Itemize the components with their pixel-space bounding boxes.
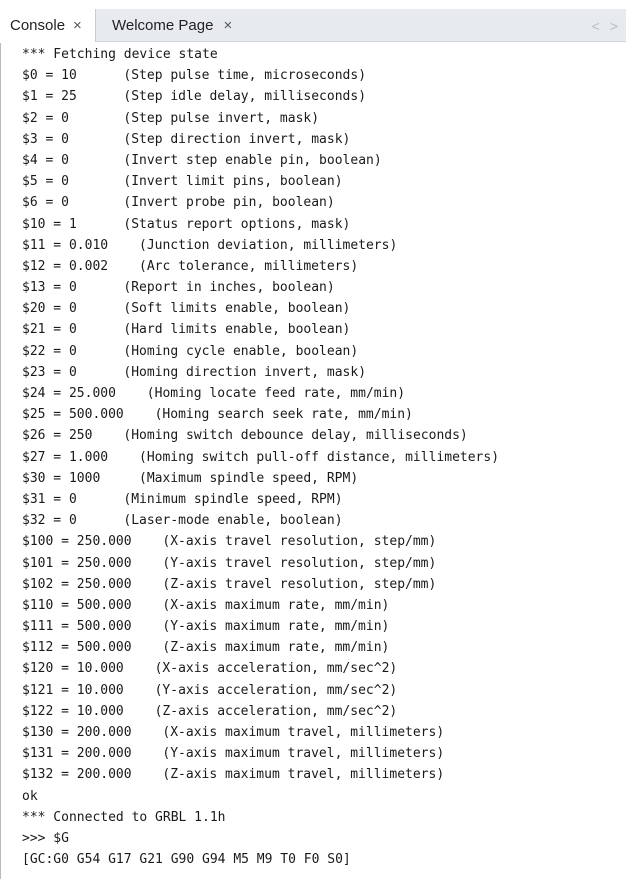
chevron-right-icon[interactable]: > bbox=[609, 17, 618, 34]
setting-description: (Homing direction invert, mask) bbox=[123, 364, 367, 380]
settings-line bbox=[22, 658, 499, 679]
settings-line bbox=[22, 616, 499, 637]
settings-line bbox=[22, 637, 499, 658]
setting-value: $31 = 0 bbox=[22, 491, 77, 507]
setting-description: (X-axis acceleration, mm/sec^2) bbox=[154, 661, 398, 677]
setting-description: (Step idle delay, milliseconds) bbox=[123, 89, 367, 105]
settings-line bbox=[22, 574, 499, 595]
setting-value: $130 = 200.000 bbox=[22, 725, 132, 740]
settings-line bbox=[22, 743, 499, 764]
setting-description: (Step direction invert, mask) bbox=[123, 131, 351, 147]
settings-line bbox=[22, 425, 499, 446]
setting-description: (Y-axis maximum travel, millimeters) bbox=[162, 746, 445, 762]
setting-value: $23 = 0 bbox=[22, 364, 77, 380]
connected-line: *** Connected to GRBL 1.1h bbox=[22, 809, 226, 825]
setting-value: $6 = 0 bbox=[22, 195, 69, 211]
setting-value: $20 = 0 bbox=[22, 301, 77, 317]
setting-value: $100 = 250.000 bbox=[22, 534, 132, 550]
setting-value: $122 = 10.000 bbox=[22, 703, 124, 719]
setting-description: (Invert limit pins, boolean) bbox=[123, 174, 343, 190]
settings-line bbox=[22, 680, 499, 701]
setting-value: $101 = 250.000 bbox=[22, 555, 132, 571]
settings-line bbox=[22, 298, 499, 319]
setting-description: (X-axis maximum travel, millimeters) bbox=[162, 725, 445, 740]
setting-value: $121 = 10.000 bbox=[22, 682, 124, 698]
settings-line bbox=[22, 129, 499, 150]
settings-line bbox=[22, 764, 499, 785]
settings-line bbox=[22, 595, 499, 616]
setting-description: (Invert probe pin, boolean) bbox=[123, 195, 335, 211]
setting-value: $1 = 25 bbox=[22, 89, 77, 105]
chevron-left-icon[interactable]: < bbox=[591, 17, 600, 34]
settings-line bbox=[22, 171, 499, 192]
setting-description: (Status report options, mask) bbox=[123, 216, 351, 232]
settings-line bbox=[22, 277, 499, 298]
setting-description: (Minimum spindle speed, RPM) bbox=[123, 491, 343, 507]
tab-label: Console bbox=[10, 17, 66, 34]
setting-description: (Arc tolerance, millimeters) bbox=[139, 258, 359, 274]
settings-line bbox=[22, 468, 499, 489]
close-icon[interactable]: × bbox=[73, 17, 82, 34]
settings-line bbox=[22, 722, 499, 743]
settings-line bbox=[22, 108, 499, 129]
settings-line bbox=[22, 235, 499, 256]
setting-description: (Maximum spindle speed, RPM) bbox=[139, 470, 359, 486]
top-strip bbox=[0, 0, 626, 9]
setting-value: $132 = 200.000 bbox=[22, 767, 132, 783]
setting-value: $2 = 0 bbox=[22, 110, 69, 126]
setting-value: $102 = 250.000 bbox=[22, 576, 132, 592]
settings-line bbox=[22, 701, 499, 722]
setting-description: (Homing switch pull-off distance, millimeters) bbox=[139, 449, 500, 465]
setting-value: $131 = 200.000 bbox=[22, 746, 132, 762]
setting-description: (X-axis maximum rate, mm/min) bbox=[162, 597, 390, 613]
settings-line bbox=[22, 86, 499, 107]
setting-value: $4 = 0 bbox=[22, 152, 69, 168]
setting-description: (Y-axis travel resolution, step/mm) bbox=[162, 555, 437, 571]
setting-value: $13 = 0 bbox=[22, 280, 77, 296]
setting-description: (Homing locate feed rate, mm/min) bbox=[146, 386, 406, 401]
setting-value: $26 = 250 bbox=[22, 428, 93, 444]
settings-line bbox=[22, 553, 499, 574]
settings-list bbox=[22, 65, 499, 785]
tab-bar bbox=[0, 9, 626, 42]
console-output[interactable] bbox=[0, 43, 626, 879]
setting-value: $22 = 0 bbox=[22, 343, 77, 359]
setting-description: (Homing search seek rate, mm/min) bbox=[154, 407, 413, 423]
setting-value: $11 = 0.010 bbox=[22, 237, 109, 253]
setting-description: (Y-axis maximum rate, mm/min) bbox=[162, 619, 390, 635]
ok-line: ok bbox=[22, 788, 38, 804]
setting-description: (Step pulse time, microseconds) bbox=[123, 68, 367, 84]
setting-description: (Invert step enable pin, boolean) bbox=[123, 152, 382, 168]
setting-value: $27 = 1.000 bbox=[22, 449, 109, 465]
setting-value: $21 = 0 bbox=[22, 322, 77, 338]
tab-nav bbox=[592, 9, 618, 42]
console-header-line: *** Fetching device state bbox=[22, 47, 218, 62]
setting-value: $5 = 0 bbox=[22, 174, 69, 190]
setting-value: $32 = 0 bbox=[22, 513, 77, 529]
settings-line bbox=[22, 383, 499, 404]
settings-line bbox=[22, 192, 499, 213]
setting-description: (Z-axis maximum rate, mm/min) bbox=[162, 640, 390, 656]
setting-description: (Z-axis maximum travel, millimeters) bbox=[162, 767, 445, 783]
command-line: >>> $G bbox=[22, 830, 69, 846]
setting-description: (Step pulse invert, mask) bbox=[123, 110, 320, 126]
response-line: [GC:G0 G54 G17 G21 G90 G94 M5 M9 T0 F0 S0] bbox=[22, 852, 351, 868]
setting-description: (Junction deviation, millimeters) bbox=[139, 237, 398, 253]
settings-line bbox=[22, 65, 499, 86]
settings-line bbox=[22, 256, 499, 277]
tab-welcome-page[interactable] bbox=[100, 9, 250, 42]
setting-description: (Homing cycle enable, boolean) bbox=[123, 343, 359, 359]
settings-line bbox=[22, 319, 499, 340]
setting-description: (Y-axis acceleration, mm/sec^2) bbox=[154, 682, 398, 698]
setting-value: $112 = 500.000 bbox=[22, 640, 132, 656]
settings-line bbox=[22, 404, 499, 425]
setting-value: $30 = 1000 bbox=[22, 470, 101, 486]
settings-line bbox=[22, 362, 499, 383]
setting-value: $10 = 1 bbox=[22, 216, 77, 232]
settings-line bbox=[22, 214, 499, 235]
setting-value: $111 = 500.000 bbox=[22, 619, 132, 635]
setting-value: $120 = 10.000 bbox=[22, 661, 124, 677]
settings-line bbox=[22, 341, 499, 362]
settings-line bbox=[22, 489, 499, 510]
setting-description: (Laser-mode enable, boolean) bbox=[123, 513, 343, 529]
setting-value: $24 = 25.000 bbox=[22, 386, 116, 401]
setting-description: (Soft limits enable, boolean) bbox=[123, 301, 351, 317]
setting-description: (Z-axis acceleration, mm/sec^2) bbox=[154, 703, 398, 719]
close-icon[interactable]: × bbox=[223, 17, 233, 34]
settings-line bbox=[22, 531, 499, 552]
setting-value: $3 = 0 bbox=[22, 131, 69, 147]
setting-description: (Hard limits enable, boolean) bbox=[123, 322, 351, 338]
setting-description: (X-axis travel resolution, step/mm) bbox=[162, 534, 437, 550]
console-lines bbox=[22, 44, 499, 870]
setting-value: $25 = 500.000 bbox=[22, 407, 124, 423]
settings-line bbox=[22, 510, 499, 531]
setting-value: $110 = 500.000 bbox=[22, 597, 132, 613]
setting-value: $12 = 0.002 bbox=[22, 258, 109, 274]
settings-line bbox=[22, 447, 499, 468]
tab-label: Welcome Page bbox=[112, 17, 214, 34]
setting-description: (Homing switch debounce delay, milliseconds) bbox=[123, 428, 468, 444]
tab-console[interactable] bbox=[0, 9, 96, 42]
setting-value: $0 = 10 bbox=[22, 68, 77, 84]
setting-description: (Z-axis travel resolution, step/mm) bbox=[162, 576, 437, 592]
setting-description: (Report in inches, boolean) bbox=[123, 280, 335, 296]
settings-line bbox=[22, 150, 499, 171]
